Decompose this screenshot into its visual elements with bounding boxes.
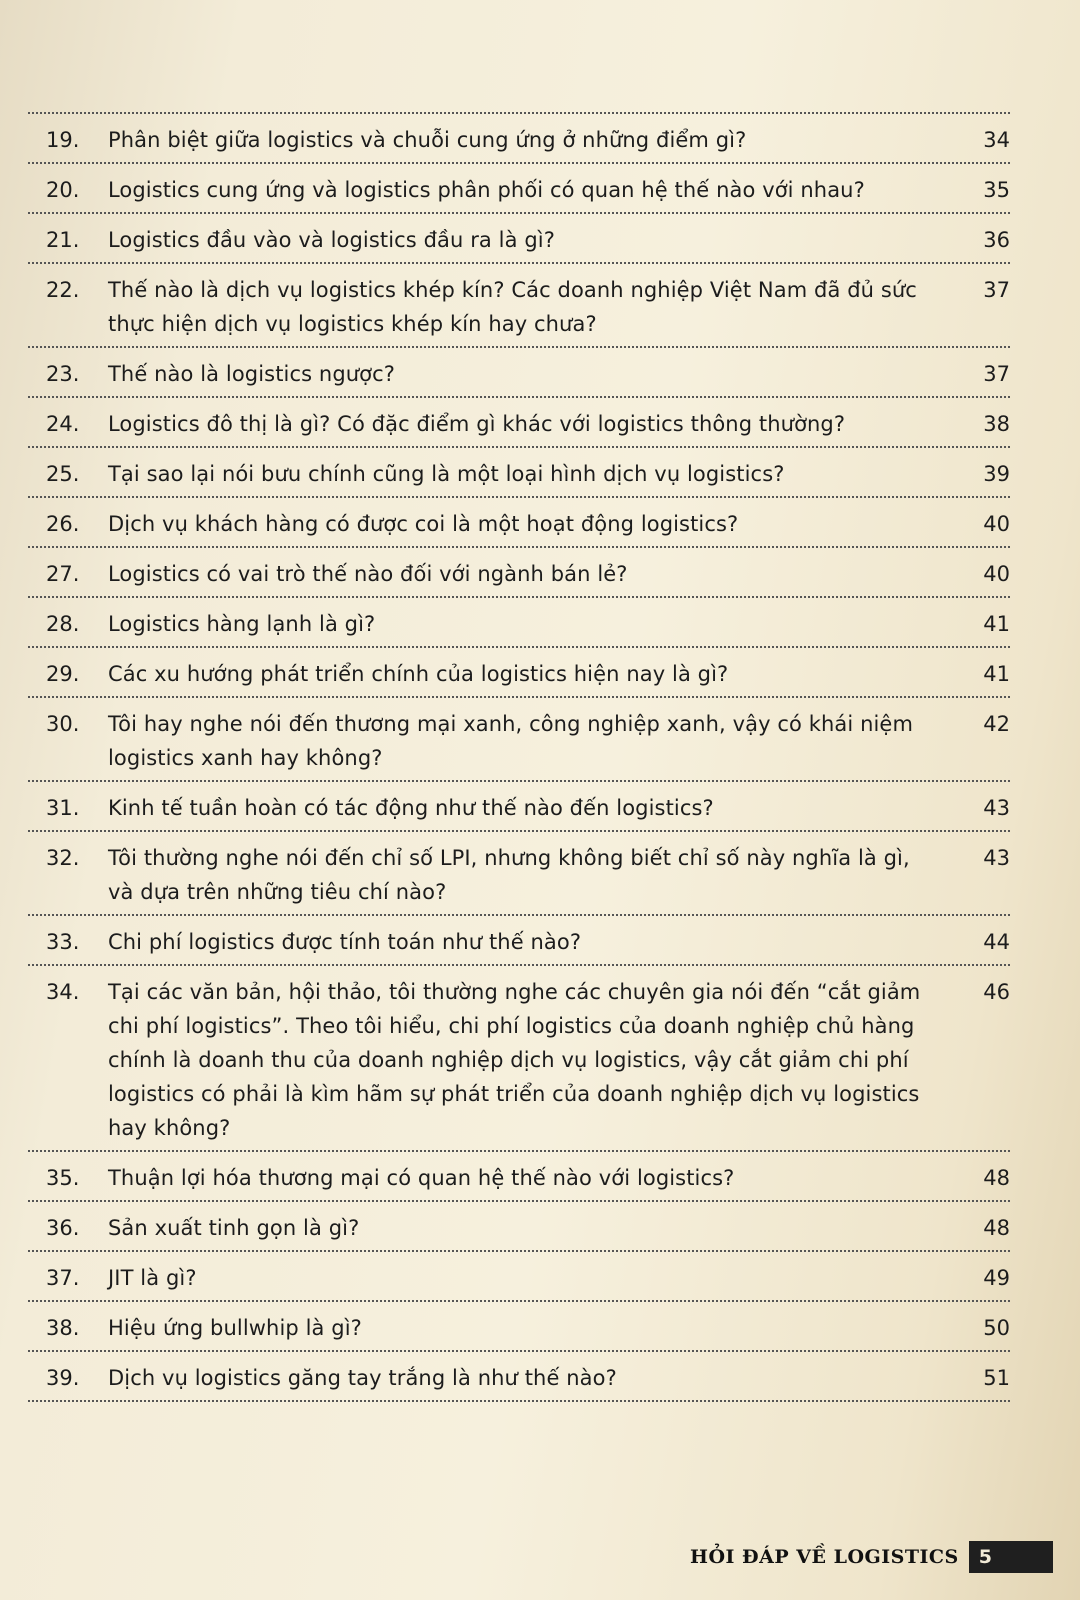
toc-entry-number: 35. [46,1166,80,1190]
toc-entry-page: 48 [983,1216,1010,1240]
toc-entry-page: 44 [983,930,1010,954]
toc-entry-title: Các xu hướng phát triển chính của logistics hiện nay là gì? [108,662,729,686]
toc-entry-number: 32. [46,846,80,870]
toc-entry-title: Kinh tế tuần hoàn có tác động như thế nào đến logistics? [108,796,714,820]
toc-entry-title: JIT là gì? [108,1266,197,1290]
page-number: 5 [969,1541,1053,1573]
toc-entry [28,448,1010,498]
toc-entry-number: 25. [46,462,80,486]
toc-entry-number: 39. [46,1366,80,1390]
toc-entry-title: Thế nào là logistics ngược? [108,362,396,386]
toc-entry-number: 34. [46,980,80,1004]
toc-entry-page: 41 [983,612,1010,636]
toc-entry-number: 24. [46,412,80,436]
toc-entry-number: 26. [46,512,80,536]
toc-entry-title: Tại các văn bản, hội thảo, tôi thường nghe các chuyên gia nói đến “cắt giảm chi phí logistics”. Theo tôi hiểu, chi phí logistics của doanh nghiệp chủ hàng chính là doanh thu của doanh nghiệp dịch vụ logistics, vậy cắt giảm chi phí logistics có phải là kìm hãm sự phát triển của doanh nghiệp dịch vụ logistics hay không? [108,980,921,1140]
toc-entry-number: 29. [46,662,80,686]
toc-entry [28,782,1010,832]
toc-entry-page: 48 [983,1166,1010,1190]
toc-entry-number: 33. [46,930,80,954]
toc-entry-page: 49 [983,1266,1010,1290]
toc-entry-number: 21. [46,228,80,252]
toc-entry [28,1302,1010,1352]
toc-entry [28,548,1010,598]
table-of-contents [28,112,1010,1402]
toc-entry-title: Phân biệt giữa logistics và chuỗi cung ứng ở những điểm gì? [108,128,747,152]
toc-entry-page: 37 [983,278,1010,302]
toc-entry [28,1202,1010,1252]
toc-entry-title: Sản xuất tinh gọn là gì? [108,1216,360,1240]
toc-entry [28,264,1010,348]
toc-entry [28,498,1010,548]
toc-entry-number: 31. [46,796,80,820]
toc-entry-page: 39 [983,462,1010,486]
toc-entry-title: Tôi hay nghe nói đến thương mại xanh, công nghiệp xanh, vậy có khái niệm logistics xanh hay không? [108,712,914,770]
toc-entry-page: 50 [983,1316,1010,1340]
toc-entry-title: Logistics có vai trò thế nào đối với ngành bán lẻ? [108,562,628,586]
toc-entry [28,398,1010,448]
toc-entry-title: Logistics cung ứng và logistics phân phối có quan hệ thế nào với nhau? [108,178,865,202]
toc-entry-title: Dịch vụ khách hàng có được coi là một hoạt động logistics? [108,512,739,536]
toc-entry-page: 46 [983,980,1010,1004]
toc-entry-number: 30. [46,712,80,736]
toc-entry-title: Thuận lợi hóa thương mại có quan hệ thế nào với logistics? [108,1166,735,1190]
toc-entry-title: Thế nào là dịch vụ logistics khép kín? Các doanh nghiệp Việt Nam đã đủ sức thực hiện dịch vụ logistics khép kín hay chưa? [108,278,917,336]
toc-entry [28,214,1010,264]
toc-entry [28,348,1010,398]
toc-entry-page: 34 [983,128,1010,152]
toc-entry-number: 37. [46,1266,80,1290]
toc-entry [28,1252,1010,1302]
toc-entry [28,1352,1010,1402]
toc-entry-title: Chi phí logistics được tính toán như thế nào? [108,930,582,954]
toc-entry-page: 51 [983,1366,1010,1390]
toc-entry-page: 38 [983,412,1010,436]
toc-entry-page: 36 [983,228,1010,252]
toc-entry [28,1152,1010,1202]
toc-entry-number: 36. [46,1216,80,1240]
toc-entry [28,916,1010,966]
toc-entry [28,698,1010,782]
toc-entry-number: 19. [46,128,80,152]
page-footer [690,1540,1053,1574]
toc-entry [28,598,1010,648]
toc-entry-number: 22. [46,278,80,302]
toc-entry-title: Logistics hàng lạnh là gì? [108,612,376,636]
toc-entry-number: 20. [46,178,80,202]
toc-entry-page: 37 [983,362,1010,386]
toc-entry-page: 42 [983,712,1010,736]
toc-entry-page: 43 [983,846,1010,870]
toc-entry-number: 28. [46,612,80,636]
toc-entry-number: 23. [46,362,80,386]
toc-entry-title: Tôi thường nghe nói đến chỉ số LPI, nhưng không biết chỉ số này nghĩa là gì, và dựa trên những tiêu chí nào? [108,846,910,904]
toc-entry [28,966,1010,1152]
toc-entry [28,164,1010,214]
toc-entry-page: 40 [983,512,1010,536]
toc-entry-number: 38. [46,1316,80,1340]
toc-entry [28,832,1010,916]
toc-entry-title: Hiệu ứng bullwhip là gì? [108,1316,362,1340]
toc-entry-page: 35 [983,178,1010,202]
toc-entry [28,648,1010,698]
toc-entry-number: 27. [46,562,80,586]
toc-entry-title: Logistics đầu vào và logistics đầu ra là gì? [108,228,555,252]
toc-entry-page: 43 [983,796,1010,820]
toc-entry-title: Tại sao lại nói bưu chính cũng là một loại hình dịch vụ logistics? [108,462,785,486]
running-title: HỎI ĐÁP VỀ LOGISTICS [690,1546,959,1568]
toc-entry-page: 40 [983,562,1010,586]
toc-entry-page: 41 [983,662,1010,686]
toc-entry-title: Dịch vụ logistics găng tay trắng là như thế nào? [108,1366,617,1390]
toc-entry [28,114,1010,164]
toc-entry-title: Logistics đô thị là gì? Có đặc điểm gì khác với logistics thông thường? [108,412,846,436]
